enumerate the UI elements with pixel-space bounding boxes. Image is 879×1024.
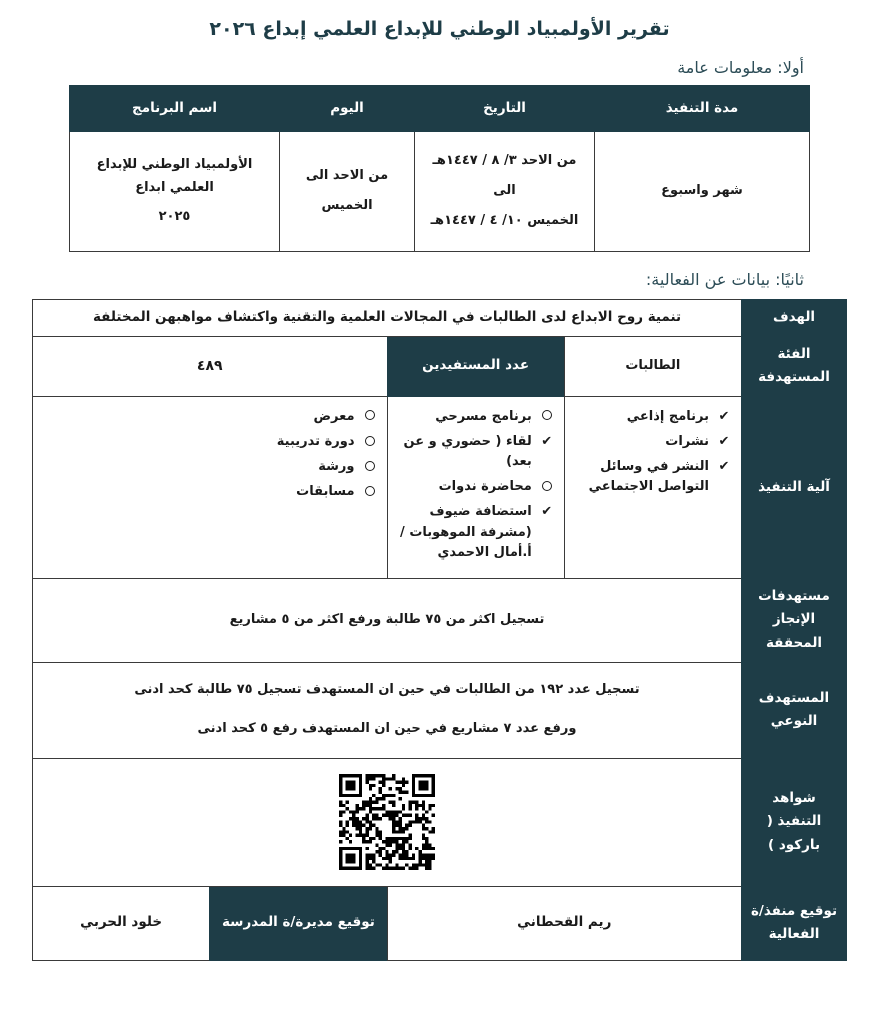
qr-wrapper xyxy=(41,774,733,870)
mechanism-left-option[interactable] xyxy=(43,407,377,427)
section-two-heading: ثانيًا: بيانات عن الفعالية: xyxy=(645,270,804,289)
date-to-sep: الى xyxy=(493,183,516,199)
empty-circle-icon[interactable] xyxy=(363,482,377,502)
cell-target-group-value: الطالبات xyxy=(564,336,741,396)
cell-principal-name: خلود الحربي xyxy=(33,886,210,960)
mechanism-middle-option-label: محاضرة ندوات xyxy=(438,479,532,495)
row-label-mechanism: آلية التنفيذ xyxy=(742,396,847,578)
cell-executor-name: ريم القحطاني xyxy=(387,886,742,960)
date-to: الخميس ١٠/ ٤ / ١٤٤٧هـ xyxy=(430,212,579,228)
mechanism-middle-option-label: برنامج مسرحي xyxy=(435,408,532,424)
checkmark-icon[interactable] xyxy=(540,432,554,452)
mechanism-middle-option[interactable] xyxy=(398,407,554,427)
row-label-target-group: الفئة المستهدفة xyxy=(742,336,847,396)
row-label-evidence: شواهد التنفيذ ( باركود ) xyxy=(742,758,847,886)
table-row-achievement-targets xyxy=(33,578,847,662)
mechanism-right-option-label: برنامج إذاعي xyxy=(626,408,709,424)
row-label-achievement-targets: مستهدفات الإنجاز المحققة xyxy=(742,578,847,662)
row-label-goal: الهدف xyxy=(742,300,847,337)
mechanism-left-option[interactable] xyxy=(43,482,377,502)
checkmark-icon[interactable] xyxy=(540,502,554,522)
cell-date xyxy=(415,132,595,252)
checkmark-icon[interactable] xyxy=(717,432,731,452)
column-header-program-name: اسم البرنامج xyxy=(70,86,280,132)
mechanism-right-option-label: النشر في وسائل التواصل الاجتماعي xyxy=(588,459,709,495)
checkbox-group-right xyxy=(564,396,741,578)
column-header-day: اليوم xyxy=(280,86,415,132)
column-header-date: التاريخ xyxy=(415,86,595,132)
table-row-mechanism xyxy=(33,396,847,578)
mechanism-middle-option[interactable] xyxy=(398,477,554,497)
table-row-goal xyxy=(33,300,847,337)
program-name-line-1: الأولمبياد الوطني للإبداع العلمي ابداع xyxy=(96,156,253,195)
general-info-table xyxy=(69,85,810,252)
cell-qualitative-target-value xyxy=(33,662,742,758)
table-row-signatures xyxy=(33,886,847,960)
mechanism-middle-option[interactable] xyxy=(398,502,554,562)
qualitative-line-1: تسجيل عدد ١٩٢ من الطالبات في حين ان المستهدف تسجيل ٧٥ طالبة كحد ادنى xyxy=(134,682,640,698)
mechanism-left-option[interactable] xyxy=(43,457,377,477)
qr-code-icon[interactable] xyxy=(339,774,435,870)
checkmark-icon[interactable] xyxy=(717,407,731,427)
checkbox-group-left xyxy=(33,396,388,578)
mechanism-middle-option-label: لقاء ( حضوري و عن بعد) xyxy=(403,434,532,470)
label-beneficiaries-count: عدد المستفيدين xyxy=(387,336,564,396)
mechanism-left-option-label: معرض xyxy=(313,408,355,424)
mechanism-left-option-label: ورشة xyxy=(318,459,355,475)
mechanism-right-option[interactable] xyxy=(575,432,731,452)
table-row-evidence xyxy=(33,758,847,886)
cell-evidence-qr xyxy=(33,758,742,886)
empty-circle-icon[interactable] xyxy=(363,432,377,452)
empty-circle-icon[interactable] xyxy=(540,407,554,427)
event-data-table xyxy=(32,299,847,961)
cell-day xyxy=(280,132,415,252)
cell-duration: شهر واسبوع xyxy=(595,132,810,252)
checkmark-icon[interactable] xyxy=(717,457,731,477)
label-principal-signature: توقيع مديرة/ة المدرسة xyxy=(210,886,387,960)
mechanism-middle-option[interactable] xyxy=(398,432,554,472)
mechanism-right-option[interactable] xyxy=(575,457,731,497)
table-row-qualitative-target xyxy=(33,662,847,758)
cell-goal-value: تنمية روح الابداع لدى الطالبات في المجالات العلمية والتقنية واكتشاف مواهبهن المختلفة xyxy=(33,300,742,337)
row-label-executor-signature xyxy=(742,886,847,960)
table-row xyxy=(70,132,810,252)
checkbox-group-middle xyxy=(387,396,564,578)
empty-circle-icon[interactable] xyxy=(540,477,554,497)
qualitative-line-2: ورفع عدد ٧ مشاريع في حين ان المستهدف رفع ٥ كحد ادنى xyxy=(197,721,577,737)
empty-circle-icon[interactable] xyxy=(363,407,377,427)
date-from: من الاحد ٣/ ٨ / ١٤٤٧هـ xyxy=(432,153,577,169)
cell-achievement-targets-value: تسجيل اكثر من ٧٥ طالبة ورفع اكثر من ٥ مشاريع xyxy=(33,578,742,662)
section-one-heading: أولا: معلومات عامة xyxy=(677,58,804,77)
day-from: من الاحد الى xyxy=(305,168,389,184)
table-header-row xyxy=(70,86,810,132)
table-row-target-group xyxy=(33,336,847,396)
mechanism-right-option-label: نشرات xyxy=(665,434,709,450)
column-header-duration: مدة التنفيذ xyxy=(595,86,810,132)
mechanism-right-option[interactable] xyxy=(575,407,731,427)
cell-beneficiaries-count: ٤٨٩ xyxy=(33,336,388,396)
empty-circle-icon[interactable] xyxy=(363,457,377,477)
row-label-qualitative-target: المستهدف النوعي xyxy=(742,662,847,758)
program-name-line-2: ٢٠٢٥ xyxy=(158,209,191,225)
day-to: الخميس xyxy=(321,198,373,213)
cell-program-name xyxy=(70,132,280,252)
mechanism-left-option[interactable] xyxy=(43,432,377,452)
executor-signature-label: توقيع منفذ/ة الفعالية xyxy=(750,902,838,943)
mechanism-left-option-label: مسابقات xyxy=(296,484,355,500)
mechanism-middle-option-label: استضافة ضيوف (مشرفة الموهوبات /أ.أمال الاحمدي xyxy=(400,504,532,560)
page-title: تقرير الأولمبياد الوطني للإبداع العلمي إبداع ٢٠٢٦ xyxy=(209,18,670,40)
mechanism-left-option-label: دورة تدريبية xyxy=(276,434,355,450)
